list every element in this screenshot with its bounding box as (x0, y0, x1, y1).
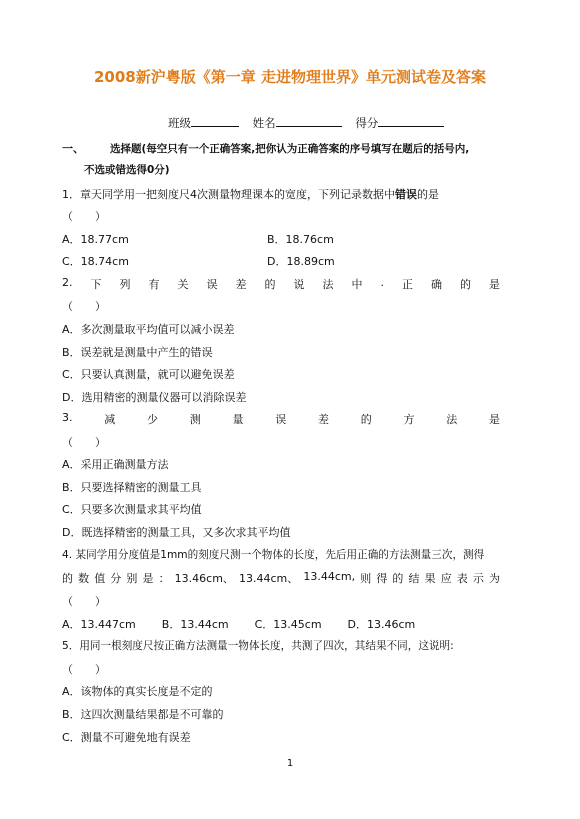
q3-char: 3. (62, 411, 73, 424)
q2-option-a: A．多次测量取平均值可以减小误差 (62, 323, 235, 336)
q2-char: 差 (235, 278, 247, 291)
q2-char: 是 (489, 278, 500, 291)
q4-char: 13.44cm、 (239, 572, 299, 585)
q3-stem (62, 411, 500, 427)
q3-option-c: C．只要多次测量求其平均值 (62, 503, 202, 516)
section-heading-line1: 选择题(每空只有一个正确答案,把你认为正确答案的序号填写在题后的括号内, (110, 143, 470, 155)
q4-options (62, 616, 441, 632)
q2-char: 列 (119, 278, 131, 291)
q3-char: 是 (489, 413, 500, 426)
q3-char: 的 (360, 413, 372, 426)
q4-char: 表 (456, 572, 468, 585)
q3-char: 测 (189, 413, 201, 426)
section-number: 一、 (62, 142, 84, 155)
q4-stem-line2 (62, 570, 500, 586)
q4-char: 别 (126, 572, 138, 585)
name-label: 姓名 (252, 116, 276, 130)
q3-char: 减 (104, 413, 116, 426)
q1-option-d: D．18.89cm (267, 255, 335, 268)
q2-char: 的 (264, 278, 276, 291)
q5-stem: 5．用同一根刻度尺按正确方法测量一物体长度，共测了四次，其结果不同，这说明: (62, 640, 454, 652)
q2-option-b: B．误差就是测量中产生的错误 (62, 346, 213, 359)
q3-option-a: A．采用正确测量方法 (62, 458, 169, 471)
q1-answer-paren: （ ） (62, 210, 106, 223)
section-heading (62, 140, 469, 156)
q2-answer-paren: （ ） (62, 300, 106, 313)
q4-char: 则 (360, 572, 372, 585)
q4-option-a: A．13.447cm (62, 618, 136, 631)
q4-char: ： (158, 572, 170, 585)
q4-option-b: B．13.44cm (161, 618, 229, 631)
q4-char: 分 (110, 572, 122, 585)
q3-char: 误 (275, 413, 287, 426)
class-blank[interactable] (191, 116, 239, 127)
score-label: 得分 (355, 116, 379, 130)
q4-char: 13.44cm, (303, 570, 356, 583)
q5-option-b: B．这四次测量结果都是不可靠的 (62, 708, 224, 721)
q4-char: 得 (376, 572, 388, 585)
q1-option-c: C．18.74cm (62, 255, 129, 268)
q2-char: 的 (460, 278, 471, 291)
name-blank[interactable] (276, 116, 342, 127)
q4-option-c: C．13.45cm (254, 618, 322, 631)
q4-char: 的 (62, 572, 73, 585)
q2-char: 正 (402, 278, 413, 291)
q2-char: 说 (293, 278, 305, 291)
q4-char: 示 (472, 572, 484, 585)
q1-stem-end: 的是 (417, 188, 439, 201)
q2-option-d: D．选用精密的测量仪器可以消除误差 (62, 391, 247, 404)
q2-char: 2. (62, 276, 73, 289)
q4-char: 13.46cm、 (174, 572, 234, 585)
q4-char: 值 (94, 572, 106, 585)
student-info-row (168, 115, 454, 131)
q3-char: 方 (403, 413, 415, 426)
q4-char: 的 (392, 572, 404, 585)
q4-option-d: D．13.46cm (347, 618, 416, 631)
q4-char: 为 (488, 572, 500, 585)
q3-char: 少 (147, 413, 158, 426)
q2-char: 中 (351, 278, 363, 291)
q5-option-c: C．测量不可避免地有误差 (62, 731, 191, 744)
q2-char: 关 (177, 278, 189, 291)
q3-char: 法 (446, 413, 458, 426)
q4-char: 果 (424, 572, 436, 585)
q1-stem-emphasis: 错误 (395, 188, 417, 201)
q4-char: 是 (142, 572, 154, 585)
q2-char: 确 (431, 278, 442, 291)
q2-char: 法 (322, 278, 334, 291)
score-blank[interactable] (378, 116, 444, 127)
q2-char: 下 (90, 278, 102, 291)
q4-char: 应 (440, 572, 452, 585)
q4-stem-line1: 4. 某同学用分度值是1mm的刻度尺测一个物体的长度，先后用正确的方法测量三次，测得 (62, 549, 485, 561)
q1-stem (62, 186, 439, 202)
q3-option-b: B．只要选择精密的测量工具 (62, 481, 202, 494)
q1-option-a: A．18.77cm (62, 233, 129, 246)
q2-char: 有 (148, 278, 160, 291)
q5-option-a: A．该物体的真实长度是不定的 (62, 685, 213, 698)
q2-char: . (380, 276, 384, 289)
q2-char: 误 (206, 278, 218, 291)
q3-char: 量 (232, 413, 244, 426)
q2-stem (62, 276, 500, 292)
q4-char: 数 (78, 572, 90, 585)
q4-char: 结 (408, 572, 420, 585)
q3-char: 差 (318, 413, 329, 426)
page-number: 1 (286, 758, 294, 769)
q2-option-c: C．只要认真测量，就可以避免误差 (62, 368, 235, 381)
q4-answer-paren: （ ） (62, 595, 106, 608)
q5-answer-paren: （ ） (62, 663, 106, 676)
section-heading-line2: 不选或错选得0分) (84, 164, 170, 176)
q1-stem-text: 1．章天同学用一把刻度尺4次测量物理课本的宽度，下列记录数据中 (62, 188, 395, 201)
q1-option-b: B．18.76cm (267, 233, 334, 246)
class-label: 班级 (168, 116, 191, 130)
document-title: 2008新沪粤版《第一章 走进物理世界》单元测试卷及答案 (94, 68, 486, 86)
q3-option-d: D．既选择精密的测量工具，又多次求其平均值 (62, 526, 291, 539)
q3-answer-paren: （ ） (62, 436, 106, 449)
